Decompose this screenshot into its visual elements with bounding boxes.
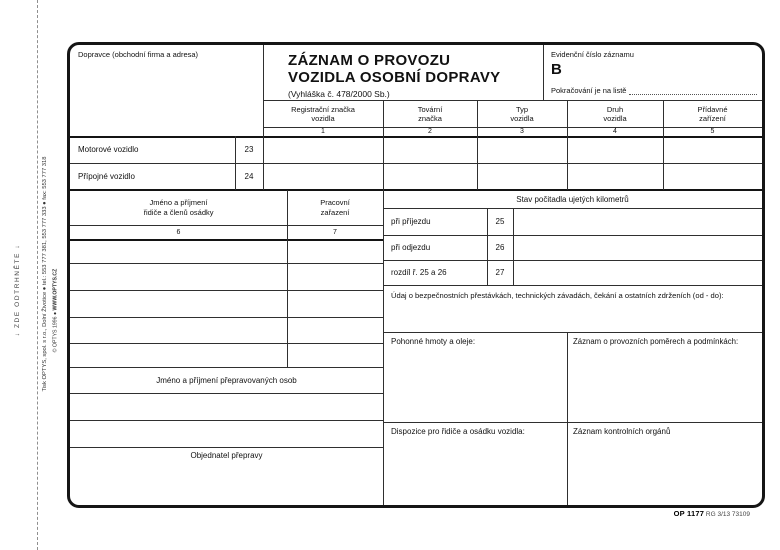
divider [70, 317, 383, 318]
crew-name-header [70, 190, 287, 225]
copyright-web: WWW.OPTYS.CZ [52, 268, 59, 311]
vehicle-col-header [567, 100, 663, 127]
record-number-label: Evidenční číslo záznamu [551, 50, 634, 59]
vehicle-col-number: 2 [428, 128, 432, 135]
vehicle-row-code: 23 [244, 145, 254, 154]
col-header-line: vozidla [311, 113, 335, 123]
col-header-line: Druh [606, 104, 624, 114]
odometer-row-code: 25 [495, 217, 505, 226]
record-number-value: B [551, 61, 562, 78]
crew-header-line: Pracovní [320, 198, 350, 207]
odometer-row-label: při odjezdu [391, 243, 431, 252]
copyright-text [53, 263, 62, 359]
delays-label: Údaj o bezpečnostních přestávkách, technických závadách, čekání a ostatních zdrženích (od - do): [391, 291, 724, 300]
vehicle-col-header [263, 100, 383, 127]
crew-header-line: Jméno a příjmení [149, 198, 208, 207]
divider [70, 393, 383, 394]
form-code: OP 1177 [673, 509, 705, 518]
vehicle-col-number: 1 [321, 128, 325, 135]
crew-name-col-number: 6 [176, 228, 181, 236]
divider [70, 420, 383, 421]
col-header-line: značka [418, 113, 442, 123]
carrier-label: Dopravce (obchodní firma a adresa) [78, 50, 199, 59]
perforation-line [37, 0, 38, 550]
divider [70, 447, 383, 448]
tear-here-text: ↓ ZDE ODTRHNĚTE ↓ [14, 243, 21, 337]
divider [383, 332, 762, 333]
odometer-row-code: 27 [495, 268, 505, 277]
transport-record-form [67, 42, 765, 508]
form-title-line1: ZÁZNAM O PROVOZU [288, 52, 451, 69]
odometer-row-code: 26 [495, 243, 505, 252]
col-header-line: Tovární [417, 104, 443, 114]
vehicle-row-code: 24 [244, 171, 254, 181]
vehicle-col-header [383, 100, 477, 127]
crew-job-header [287, 190, 383, 225]
dotted-leader [629, 86, 757, 95]
inspection-cell-label: Záznam kontrolních orgánů [573, 427, 671, 436]
col-header-line: Typ [515, 104, 529, 114]
divider [513, 208, 514, 285]
orderer-header: Objednatel přepravy [190, 451, 263, 460]
crew-header-line: zařazení [320, 207, 350, 217]
continuation-label: Pokračování je na listě [551, 86, 627, 95]
divider [70, 290, 383, 291]
fuel-cell-label: Pohonné hmoty a oleje: [391, 337, 476, 346]
vehicle-row-label: Přípojné vozidlo [78, 171, 135, 181]
col-header-line: Přídavné [697, 104, 728, 114]
conditions-cell-label: Záznam o provozních poměrech a podmínkách: [573, 337, 739, 346]
divider [70, 343, 383, 344]
odometer-header: Stav počitadla ujetých kilometrů [516, 194, 629, 204]
divider [383, 100, 384, 505]
form-title-block [288, 52, 500, 99]
col-header-line: vozidla [603, 113, 627, 123]
col-header-line: zařízení [699, 113, 726, 123]
print-run-info: RG 3/13 73109 [705, 511, 750, 518]
dispositions-cell-label: Dispozice pro řidiče a osádku vozidla: [391, 427, 525, 436]
vehicle-row-label: Motorové vozidlo [78, 145, 139, 154]
divider [383, 285, 762, 286]
vehicle-col-header [663, 100, 762, 127]
col-header-line: Registrační značka [291, 104, 355, 114]
form-title-line2: VOZIDLA OSOBNÍ DOPRAVY [288, 69, 501, 86]
crew-header-line: řidiče a členů osádky [143, 207, 214, 217]
odometer-row-label: rozdíl ř. 25 a 26 [391, 268, 447, 277]
vehicle-col-number: 4 [613, 128, 617, 135]
form-footer [600, 509, 750, 518]
continuation-row [551, 86, 757, 95]
vehicle-col-number: 5 [710, 128, 715, 135]
divider [70, 263, 383, 264]
form-subtitle: (Vyhláška č. 478/2000 Sb.) [288, 89, 390, 99]
divider [70, 239, 383, 241]
divider [543, 45, 544, 100]
printer-info-text: Tisk OPTYS, spol. s r.o., Dolní Životice ● tel.: 553 777 381, 553 777 333 ● fax: 553 777 318 [42, 156, 48, 392]
divider [383, 422, 762, 423]
col-header-line: vozidla [510, 113, 534, 123]
vehicle-col-header [477, 100, 567, 127]
copyright-prefix: © OPTYS 1996 ● [52, 310, 59, 353]
divider [567, 332, 568, 505]
passengers-header: Jméno a příjmení přepravovaných osob [156, 375, 297, 385]
odometer-row-label: při příjezdu [391, 217, 431, 226]
crew-job-col-number: 7 [333, 228, 337, 236]
vehicle-col-number: 3 [520, 128, 524, 135]
